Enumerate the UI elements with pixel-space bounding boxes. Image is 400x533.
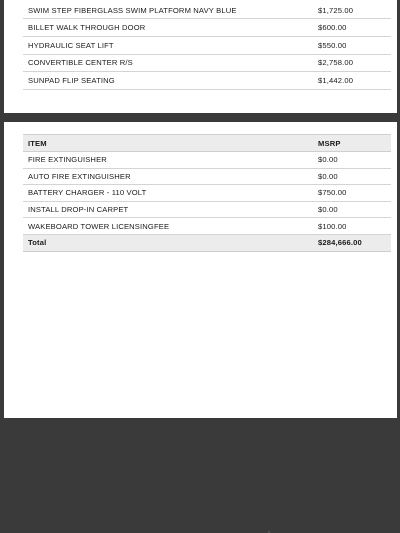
options-table-continued [23, 2, 391, 90]
table-row [23, 36, 391, 54]
table-row [23, 2, 391, 19]
table-row [23, 218, 391, 235]
table-row [23, 185, 391, 202]
item-price: $1,442.00 [315, 72, 391, 90]
total-row [23, 234, 391, 251]
item-name: CONVERTIBLE CENTER R/S [23, 54, 315, 72]
item-price: $2,758.00 [315, 54, 391, 72]
item-price: $600.00 [315, 19, 391, 37]
item-name: SWIM STEP FIBERGLASS SWIM PLATFORM NAVY BLUE [23, 2, 315, 19]
item-price: $750.00 [315, 185, 391, 202]
column-header-msrp: MSRP [315, 135, 391, 152]
item-price: $0.00 [315, 201, 391, 218]
item-name: SUNPAD FLIP SEATING [23, 72, 315, 90]
table-header-row [23, 135, 391, 152]
item-name: AUTO FIRE EXTINGUISHER [23, 168, 315, 185]
item-name: WAKEBOARD TOWER LICENSINGFEE [23, 218, 315, 235]
table-row [23, 152, 391, 169]
table-row [23, 72, 391, 90]
item-name: HYDRAULIC SEAT LIFT [23, 36, 315, 54]
item-name: BILLET WALK THROUGH DOOR [23, 19, 315, 37]
item-name: FIRE EXTINGUISHER [23, 152, 315, 169]
table-row [23, 54, 391, 72]
table-row [23, 201, 391, 218]
table-row [23, 19, 391, 37]
document-page-2 [4, 122, 397, 418]
options-table [23, 134, 391, 252]
item-price: $1,725.00 [315, 2, 391, 19]
column-header-item: ITEM [23, 135, 315, 152]
item-name: INSTALL DROP-IN CARPET [23, 201, 315, 218]
total-price: $284,666.00 [315, 234, 391, 251]
item-name: BATTERY CHARGER - 110 VOLT [23, 185, 315, 202]
item-price: $0.00 [315, 168, 391, 185]
item-price: $550.00 [315, 36, 391, 54]
item-price: $0.00 [315, 152, 391, 169]
total-label: Total [23, 234, 315, 251]
item-price: $100.00 [315, 218, 391, 235]
table-row [23, 168, 391, 185]
document-page-1 [4, 0, 397, 113]
